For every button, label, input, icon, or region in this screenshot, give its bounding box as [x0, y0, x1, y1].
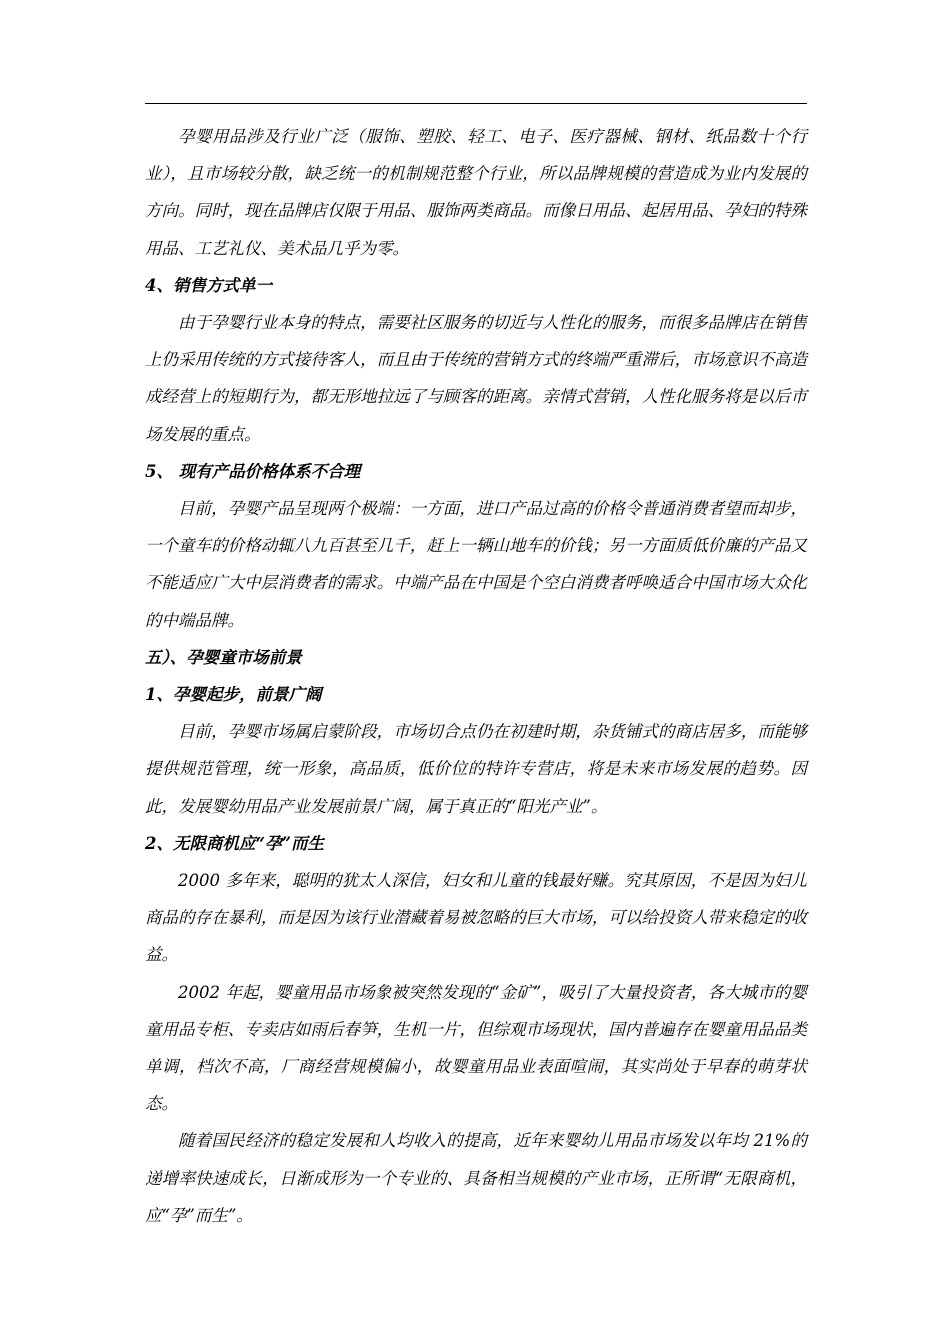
paragraph-price-system: 目前，孕婴产品呈现两个极端：一方面，进口产品过高的价格令普通消费者望而却步，一个童车的价格动辄八九百甚至几千，赶上一辆山地车的价钱；另一方面质低价廉的产品又不能适应广大中层消费者的需求。中端产品在中国是个空白消费者呼唤适合中国市场大众化的中端品牌。	[145, 499, 807, 630]
paragraph-jewish-belief: 2000 多年来，聪明的犹太人深信，妇女和儿童的钱最好赚。究其原因，不是因为妇儿商品的存在暴利，而是因为该行业潜藏着易被忽略的巨大市场，可以给投资人带来稳定的收益。	[145, 871, 807, 965]
heading-unlimited-opportunity: 2、无限商机应“孕”而生	[145, 833, 324, 853]
paragraph-gold-mine: 2002 年起，婴童用品市场象被突然发现的“金矿”，吸引了大量投资者，各大城市的婴童用品专柜、专卖店如雨后春笋，生机一片，但综观市场现状，国内普遍存在婴童用品品类单调，档次不高，厂商经营规模偏小，故婴童用品业表面喧闹，其实尚处于早春的萌芽状态。	[145, 982, 807, 1114]
section-heading-market-prospect: 五）、孕婴童市场前景	[145, 647, 302, 667]
paragraph-sales-method: 由于孕婴行业本身的特点，需要社区服务的切近与人性化的服务，而很多品牌店在销售上仍采用传统的方式接待客人，而且由于传统的营销方式的终端严重滞后，市场意识不高造成经营上的短期行为，都无形地拉远了与顾客的距离。亲情式营销，人性化服务将是以后市场发展的重点。	[145, 313, 807, 444]
paragraph-broad-prospect: 目前，孕婴市场属启蒙阶段，市场切合点仍在初建时期，杂货铺式的商店居多，而能够提供规范管理，统一形象，高品质，低价位的特许专营店，将是未来市场发展的趋势。因此，发展婴幼用品产业发展前景广阔，属于真正的“阳光产业”。	[145, 722, 807, 816]
document-body	[145, 118, 807, 1234]
header-rule	[145, 103, 807, 104]
heading-broad-prospect: 1、孕婴起步，前景广阔	[145, 685, 322, 705]
heading-price-system: 5、 现有产品价格体系不合理	[145, 461, 361, 481]
paragraph-industry-scope: 孕婴用品涉及行业广泛（服饰、塑胶、轻工、电子、医疗器械、钢材、纸品数十个行业），且市场较分散，缺乏统一的机制规范整个行业，所以品牌规模的营造成为业内发展的方向。同时，现在品牌店仅限于用品、服饰两类商品。而像日用品、起居用品、孕妇的特殊用品、工艺礼仪、美术品几乎为零。	[145, 127, 807, 258]
paragraph-growth-rate: 随着国民经济的稳定发展和人均收入的提高，近年来婴幼儿用品市场发以年均 21%的递增率快速成长，日渐成形为一个专业的、具备相当规模的产业市场，正所谓“无限商机，应“孕”而生”。	[145, 1131, 807, 1225]
heading-single-sales-method: 4、销售方式单一	[145, 275, 272, 295]
